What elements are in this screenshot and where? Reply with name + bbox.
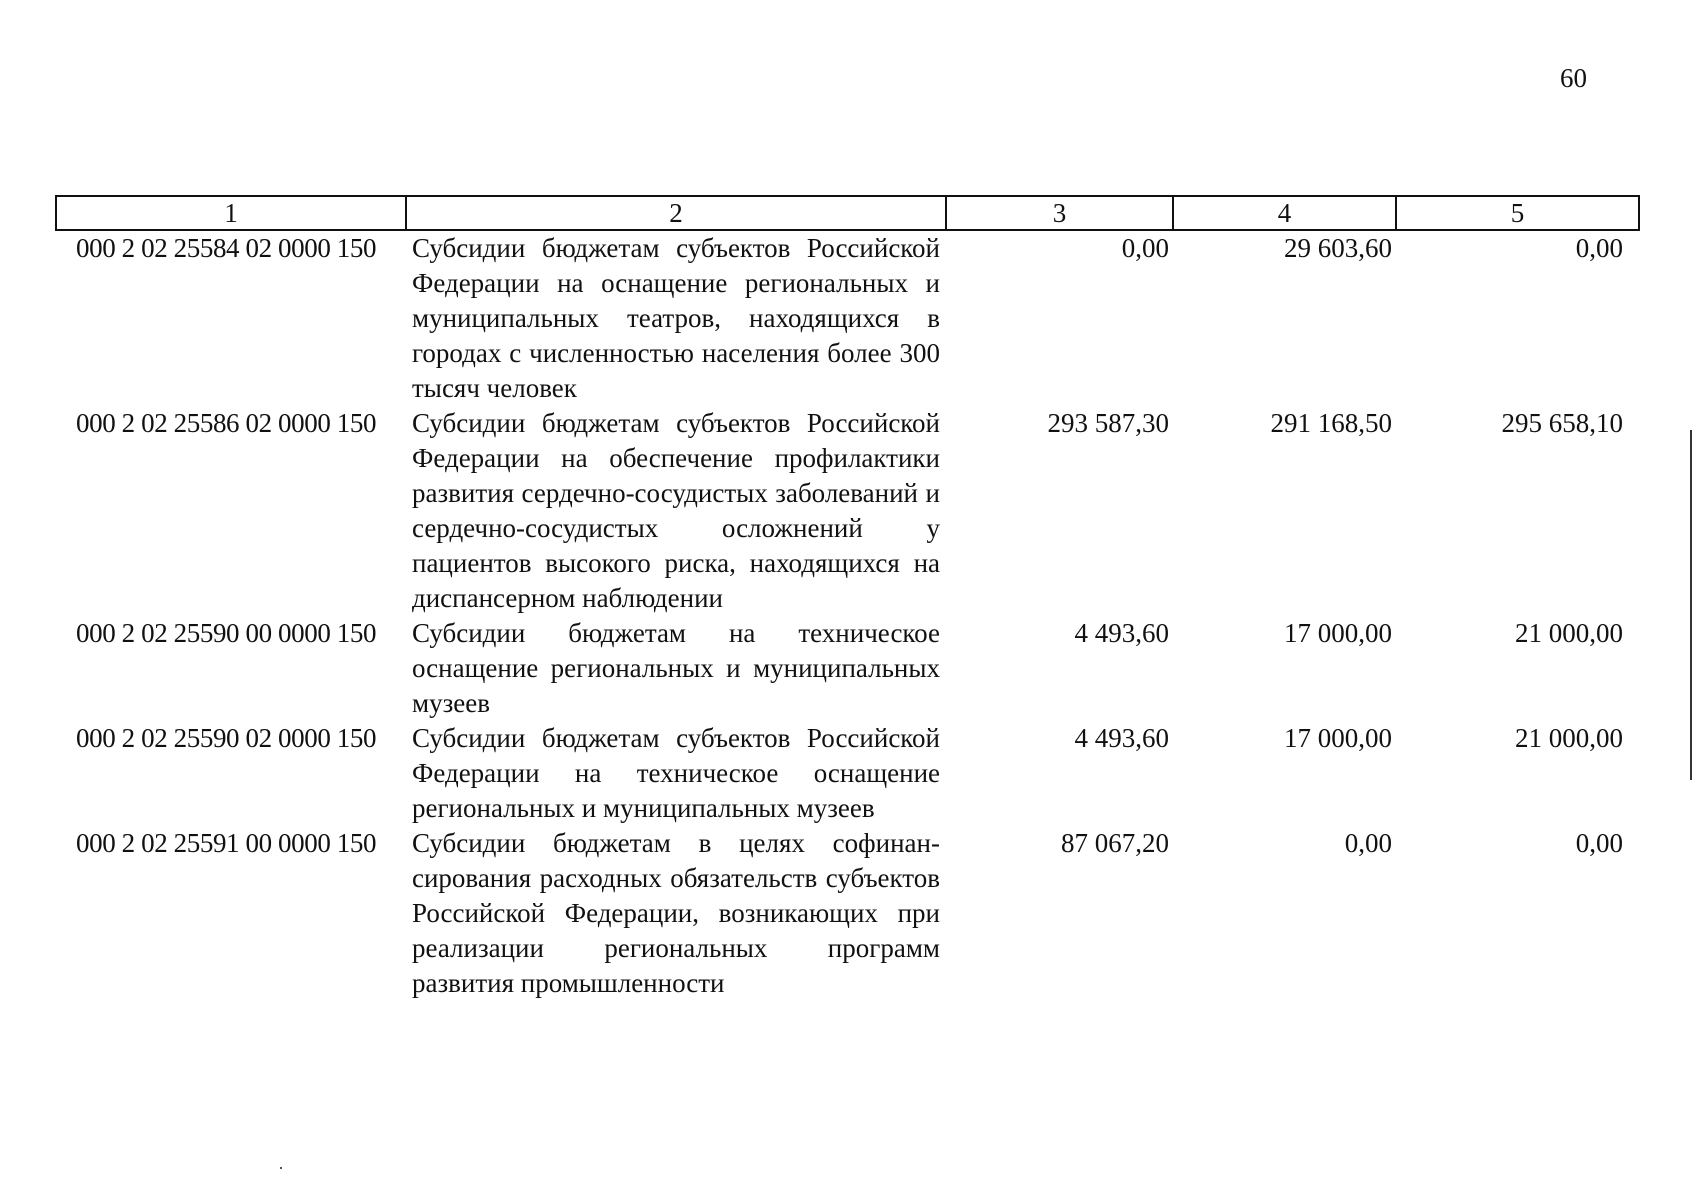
budget-code: 000 2 02 25590 00 0000 150 [76,618,377,648]
amount-col5: 295 658,10 [1501,408,1623,438]
budget-description: Субсидии бюджетам субъектов Российской Федерации на обеспечение профилактики развития сердечно-сосудистых заболеваний и сердечно-сосудистых осложнений у пациентов высокого риска, находящихся на диспансерном наблюдении [412,408,940,613]
column-header-4: 4 [1173,196,1396,230]
column-header-2: 2 [406,196,946,230]
amount-col4: 17 000,00 [1284,618,1392,648]
table-row [56,826,1639,1001]
amount-col4: 29 603,60 [1284,233,1392,263]
table-row [56,721,1639,826]
budget-code: 000 2 02 25584 02 0000 150 [76,233,377,263]
amount-col5: 21 000,00 [1515,618,1623,648]
amount-col3: 0,00 [1121,233,1169,263]
budget-description: Субсидии бюджетам субъектов Российской Федерации на оснащение региональных и муниципальных театров, находящихся в городах с численностью населения более 300 тысяч человек [412,233,940,403]
amount-col4: 17 000,00 [1284,723,1392,753]
budget-code: 000 2 02 25586 02 0000 150 [76,408,377,438]
budget-description: Субсидии бюджетам в целях софинансирования расходных обязательств субъектов Российской Федерации, возникающих при реализации региональных программ развития промышленности [412,828,940,998]
budget-description: Субсидии бюджетам субъектов Российской Федерации на техническое оснащение региональных и муниципальных музеев [412,723,940,823]
column-header-5: 5 [1396,196,1639,230]
amount-col3: 293 587,30 [1047,408,1169,438]
table-row [56,616,1639,721]
amount-col4: 0,00 [1344,828,1392,858]
table-header-row [56,196,1639,230]
column-header-1: 1 [56,196,406,230]
budget-table [55,195,1640,1001]
amount-col3: 4 493,60 [1074,618,1169,648]
amount-col5: 21 000,00 [1515,723,1623,753]
amount-col3: 4 493,60 [1074,723,1169,753]
budget-code: 000 2 02 25590 02 0000 150 [76,723,377,753]
amount-col5: 0,00 [1575,828,1623,858]
budget-description: Субсидии бюджетам на техническое оснащение региональных и муниципальных музеев [412,618,940,718]
budget-code: 000 2 02 25591 00 0000 150 [76,828,377,858]
table-row [56,230,1639,406]
table-row [56,406,1639,616]
page-number: 60 [1560,63,1587,93]
amount-col4: 291 168,50 [1270,408,1392,438]
scan-speck [280,1167,282,1169]
scan-edge-line [1690,430,1692,780]
amount-col3: 87 067,20 [1061,828,1169,858]
column-header-3: 3 [946,196,1173,230]
amount-col5: 0,00 [1575,233,1623,263]
